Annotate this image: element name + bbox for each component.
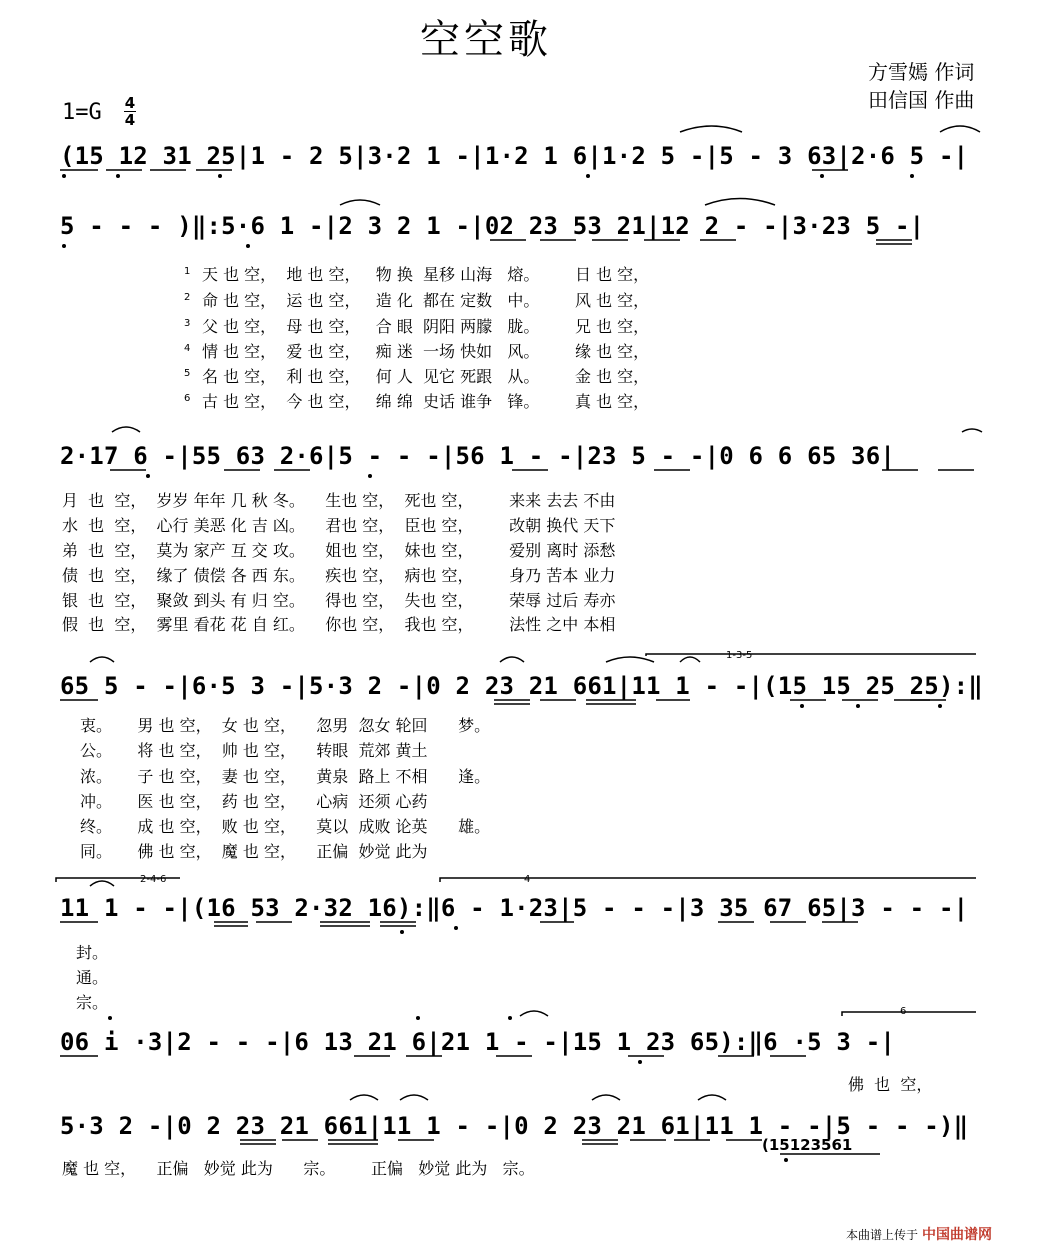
song-title: 空空歌 xyxy=(420,17,552,63)
notation-row-7: 5·3 2 -|0 2 23 21 661|11 1 - -|0 2 23 21 61|11 1 - -|5 - - -)‖ xyxy=(60,1112,969,1140)
verse-number: 6 xyxy=(184,393,191,404)
verse-line: 水 也 空， 心行 美恶 化 吉 凶。 君也 空， 臣也 空， 改朝 换代 天下 xyxy=(62,516,616,535)
verse-line: 通。 xyxy=(76,968,109,987)
verse-line: 同。 佛 也 空， 魔 也 空， 正偏 妙觉 此为 xyxy=(80,842,428,861)
final-phrase: (15123561 xyxy=(762,1136,853,1154)
verse-number: 5 xyxy=(184,368,191,379)
verse-line: 衷。 男 也 空， 女 也 空， 忽男 忽女 轮回 梦。 xyxy=(80,716,491,735)
ending-label: 6 xyxy=(900,1006,907,1017)
notation-row-5: 11 1 - -|(16 53 2·32 16):‖6 - 1·23|5 - - -|3 35 67 65|3 - - -| xyxy=(60,894,969,922)
verse-line: 命 也 空， 运 也 空， 造 化 都在 定数 中。 风 也 空， xyxy=(202,291,650,310)
verse-number: 2 xyxy=(184,292,191,303)
verse-line: 银 也 空， 聚敛 到头 有 归 空。 得也 空， 失也 空， 荣辱 过后 寿亦 xyxy=(62,591,616,610)
verse-line: 情 也 空， 爱 也 空， 痴 迷 一场 快如 风。 缘 也 空， xyxy=(202,342,650,361)
ending-label: 4 xyxy=(524,874,531,885)
notation-row-4: 65 5 - -|6·5 3 -|5·3 2 -|0 2 23 21 661|11 1 - -|(15 15 25 25):‖ xyxy=(60,672,983,700)
verse-line: 古 也 空， 今 也 空， 绵 绵 史话 谁争 锋。 真 也 空， xyxy=(202,392,650,411)
composer-credit: 田信国 作曲 xyxy=(868,88,975,112)
notation-row-2: 5 - - - )‖:5·6 1 -|2 3 2 1 -|02 23 53 21|12 2 - -|3·23 5 -| xyxy=(60,212,925,240)
verse-line: 魔 也 空， 正偏 妙觉 此为 宗。 正偏 妙觉 此为 宗。 xyxy=(62,1159,535,1178)
site-logo: 中国曲谱网 xyxy=(922,1227,993,1243)
time-signature-bottom: 4 xyxy=(124,111,136,129)
verse-line: 名 也 空， 利 也 空， 何 人 见它 死跟 从。 金 也 空， xyxy=(202,367,650,386)
verse-number: 1 xyxy=(184,266,191,277)
footer-credit xyxy=(846,1224,992,1244)
ending-label: 2-4-6 xyxy=(140,874,167,885)
verse-line: 父 也 空， 母 也 空， 合 眼 阴阳 两朦 胧。 兄 也 空， xyxy=(202,317,650,336)
verse-line: 弟 也 空， 莫为 家产 互 交 攻。 姐也 空， 妹也 空， 爱别 离时 添愁 xyxy=(62,541,616,560)
verse-number: 3 xyxy=(184,318,191,329)
verse-line: 冲。 医 也 空， 药 也 空， 心病 还须 心药 xyxy=(80,792,428,811)
verse-line: 佛 也 空， xyxy=(848,1075,933,1094)
verse-number: 4 xyxy=(184,343,191,354)
verse-line: 宗。 xyxy=(76,993,109,1012)
time-signature-top: 4 xyxy=(124,94,136,112)
notation-row-3: 2·17 6 -|55 63 2·6|5 - - -|56 1 - -|23 5 - -|0 6 6 65 36| xyxy=(60,442,896,470)
verse-line: 终。 成 也 空， 败 也 空， 莫以 成败 论英 雄。 xyxy=(80,817,491,836)
key-signature: 1=G xyxy=(62,100,102,125)
footer-text: 本曲谱上传于 xyxy=(846,1228,919,1242)
verse-line: 月 也 空， 岁岁 年年 几 秋 冬。 生也 空， 死也 空， 来来 去去 不由 xyxy=(62,491,616,510)
notation-row-6: 06 i ·3|2 - - -|6 13 21 6|21 1 - -|15 1 23 65):‖6 ·5 3 -| xyxy=(60,1028,896,1056)
verse-line: 封。 xyxy=(76,943,109,962)
notation-row-1: (15 12 31 25|1 - 2 5|3·2 1 -|1·2 1 6|1·2 5 -|5 - 3 63|2·6 5 -| xyxy=(60,142,969,170)
ending-label: 1-3-5 xyxy=(726,650,753,661)
verse-line: 天 也 空， 地 也 空， 物 换 星移 山海 熔。 日 也 空， xyxy=(202,265,650,284)
verse-line: 公。 将 也 空， 帅 也 空， 转眼 荒郊 黄土 xyxy=(80,741,428,760)
verse-line: 浓。 子 也 空， 妻 也 空， 黄泉 路上 不相 逢。 xyxy=(80,767,491,786)
verse-line: 假 也 空， 雾里 看花 花 自 红。 你也 空， 我也 空， 法性 之中 本相 xyxy=(62,615,616,634)
lyricist-credit: 方雪嫣 作词 xyxy=(868,60,975,84)
verse-line: 债 也 空， 缘了 债偿 各 西 东。 疾也 空， 病也 空， 身乃 苦本 业力 xyxy=(62,566,616,585)
